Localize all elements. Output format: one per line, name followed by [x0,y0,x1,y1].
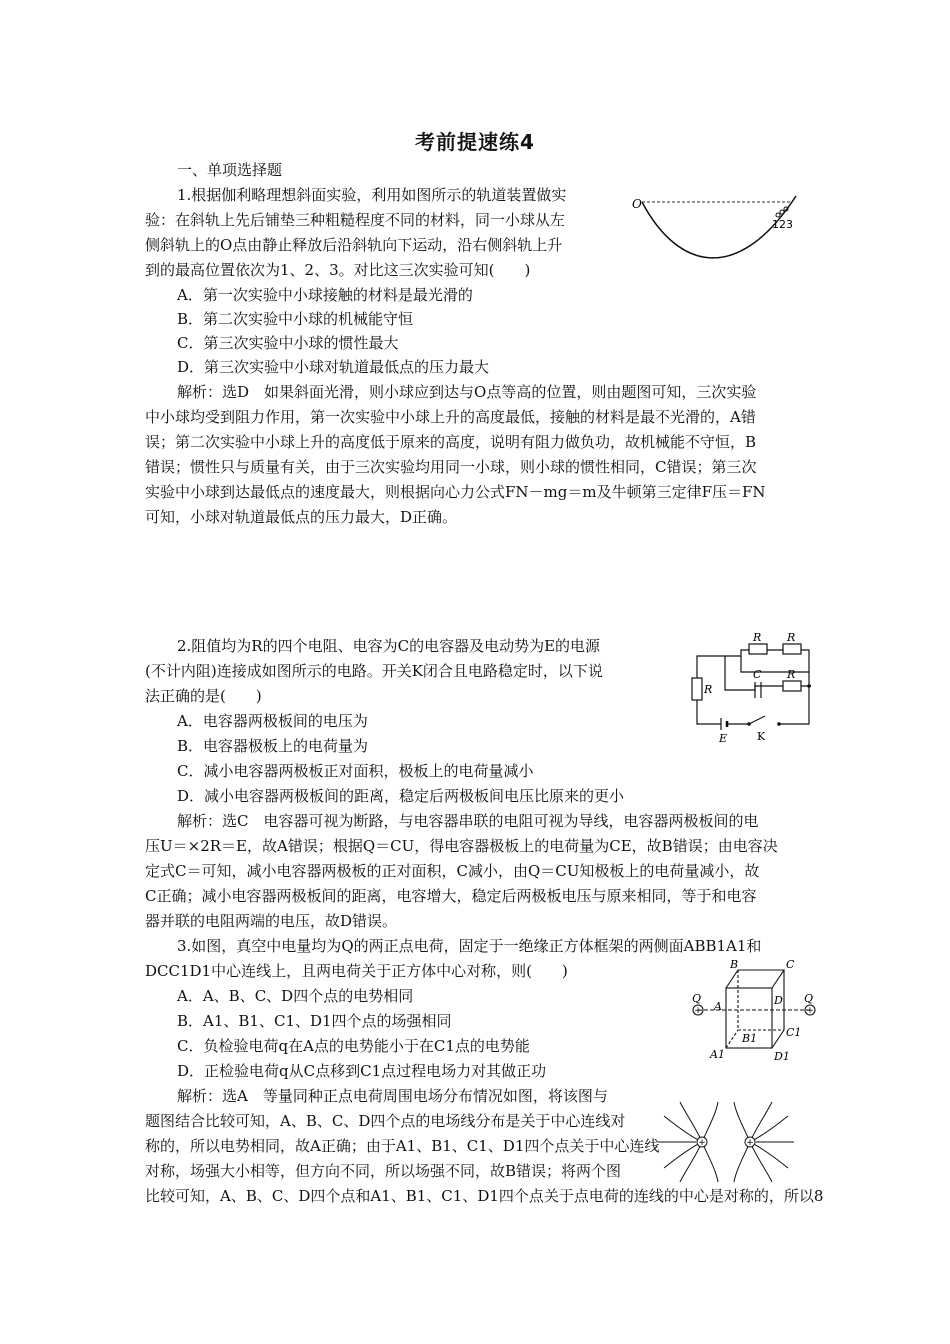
resistor-top-2 [783,644,801,654]
circuit-wire [697,700,721,724]
field-line [664,1116,702,1142]
cube-figure [686,958,826,1068]
vertex-c-label: C [786,958,795,971]
q2-analysis-line: 定式C＝可知，减小电容器两极板的正对面积，C减小，由Q＝CU知极板上的电荷量减小，故 [145,862,760,880]
position-labels: 123 [772,218,793,231]
q2-option-b: B．电容器极板上的电荷量为 [177,737,369,755]
junction-dot [807,684,811,688]
switch-contact [777,722,781,726]
q2-option-a: A．电容器两极板间的电压为 [177,712,368,730]
q3-analysis-line: 解析：选A 等量同种正点电荷周围电场分布情况如图，将该图与 [177,1087,608,1105]
q2-option-c: C．减小电容器两极板正对面积，极板上的电荷量减小 [177,762,534,780]
resistor-top-1 [749,644,767,654]
q3-analysis-line: 称的，所以电势相同，故A正确；由于A1、B1、C1、D1四个点关于中心连线 [145,1137,660,1155]
q3-stem-line: 3.如图，真空中电量均为Q的两正点电荷，固定于一绝缘正方体框架的两侧面ABB1A1和 [177,937,762,955]
q1-stem-line: 1.根据伽利略理想斜面实验，利用如图所示的轨道装置做实 [177,186,567,204]
q1-stem-line: 到的最高位置依次为1、2、3。对比这三次实验可知( ) [145,261,531,279]
q3-option-b: B．A1、B1、C1、D1四个点的场强相同 [177,1012,452,1030]
q1-analysis-line: 可知，小球对轨道最低点的压力最大，D正确。 [145,508,458,526]
page-title: 考前提速练4 [415,130,535,154]
resistor-label: R [787,631,796,644]
position-mark [780,210,784,214]
switch-label: K [757,730,766,743]
q3-analysis-line: 比较可知，A、B、C、D四个点和A1、B1、C1、D1四个点关于点电荷的连线的中心是对称的，所以8 [145,1187,824,1205]
switch-contact [747,722,751,726]
section-heading: 一、单项选择题 [177,161,283,179]
battery-label: E [719,732,728,745]
field-line [702,1102,718,1142]
q1-analysis-line: 解析：选D 如果斜面光滑，则小球应到达与O点等高的位置，则由题图可知，三次实验 [177,383,757,401]
track-figure [628,190,808,280]
resistor-label: R [787,668,796,681]
q3-option-c: C．负检验电荷q在A点的电势能小于在C1点的电势能 [177,1037,530,1055]
circuit-wire [741,656,809,672]
origin-label: O [632,197,642,211]
q1-analysis-line: 实验中小球到达最低点的速度最大，则根据向心力公式FN－mg＝m及牛顿第三定律F压＝FN [145,483,766,501]
q1-option-d: D．第三次实验中小球对轨道最低点的压力最大 [177,358,490,376]
q1-stem-line: 验：在斜轨上先后铺垫三种粗糙程度不同的材料，同一小球从左 [145,211,566,229]
cube-hidden-edge [726,1030,738,1048]
cube-right-edges [772,970,784,1048]
field-line [702,1142,718,1182]
plus-sign: + [694,1006,702,1016]
plus-sign: + [746,1138,754,1148]
q3-analysis-line: 题图结合比较可知，A、B、C、D四个点的电场线分布是关于中心连线对 [145,1112,626,1130]
q1-analysis-line: 误；第二次实验中小球上升的高度低于原来的高度，说明有阻力做负功，故机械能不守恒，B [145,433,757,451]
resistor-right [783,681,801,691]
resistor-left [692,678,702,700]
q1-option-c: C．第三次实验中小球的惯性最大 [177,334,399,352]
position-mark [776,213,780,217]
q2-analysis-line: 器并联的电阻两端的电压，故D错误。 [145,912,398,930]
field-lines-figure [656,1098,796,1186]
q2-analysis-line: C正确；减小电容器两极板间的距离，电容增大，稳定后两极板电压与原来相同，等于和电容 [145,887,757,905]
q1-stem-line: 侧斜轨上的O点由静止释放后沿斜轨向下运动，沿右侧斜轨上升 [145,236,563,254]
q3-option-d: D．正检验电荷q从C点移到C1点过程电场力对其做正功 [177,1062,547,1080]
switch-lever [749,716,765,724]
field-line [664,1142,702,1168]
q2-stem-line: (不计内阻)连接成如图所示的电路。开关K闭合且电路稳定时，以下说 [145,662,603,680]
cube-top-edges [726,970,784,988]
vertex-d-label: D [774,994,783,1007]
vertex-a-label: A [714,1000,722,1013]
q1-analysis-line: 中小球均受到阻力作用，第一次实验中小球上升的高度最低，接触的材料是最不光滑的，A错 [145,408,756,426]
resistor-label: R [704,683,713,696]
vertex-c1-label: C1 [786,1026,802,1039]
q2-analysis-line: 解析：选C 电容器可视为断路，与电容器串联的电阻可视为导线，电容器两极板间的电 [177,812,759,830]
resistor-label: R [753,631,762,644]
q1-option-a: A．第一次实验中小球接触的材料是最光滑的 [177,286,473,304]
q3-analysis-line: 对称，场强大小相等，但方向不同，所以场强不同，故B错误；将两个图 [145,1162,622,1180]
charge-label: Q [692,992,702,1005]
field-line [734,1102,750,1142]
field-line [734,1142,750,1182]
q2-option-d: D．减小电容器两极板间的距离，稳定后两极板间电压比原来的更小 [177,787,625,805]
q3-stem-line: DCC1D1中心连线上，且两电荷关于正方体中心对称，则( ) [145,962,568,980]
q2-stem-line: 法正确的是( ) [145,687,262,705]
q1-option-b: B．第二次实验中小球的机械能守恒 [177,310,414,328]
capacitor-label: C [753,668,762,681]
vertex-b-label: B [730,958,739,971]
charge-label: Q [804,992,814,1005]
q2-analysis-line: 压U＝×2R＝E，故A错误；根据Q＝CU，得电容器极板上的电荷量为CE，故B错误；由电容决 [145,837,778,855]
q1-analysis-line: 错误；惯性只与质量有关，由于三次实验均用同一小球，则小球的惯性相同，C错误；第三次 [145,458,757,476]
plus-sign: + [806,1006,814,1016]
vertex-a1-label: A1 [710,1048,725,1061]
q2-stem-line: 2.阻值均为R的四个电阻、电容为C的电容器及电动势为E的电源 [177,637,601,655]
q3-option-a: A．A、B、C、D四个点的电势相同 [177,987,414,1005]
field-line [750,1116,788,1142]
vertex-b1-label: B1 [742,1032,758,1045]
field-line [750,1142,788,1168]
vertex-d1-label: D1 [774,1050,790,1063]
plus-sign: + [698,1138,706,1148]
circuit-figure [683,628,823,745]
